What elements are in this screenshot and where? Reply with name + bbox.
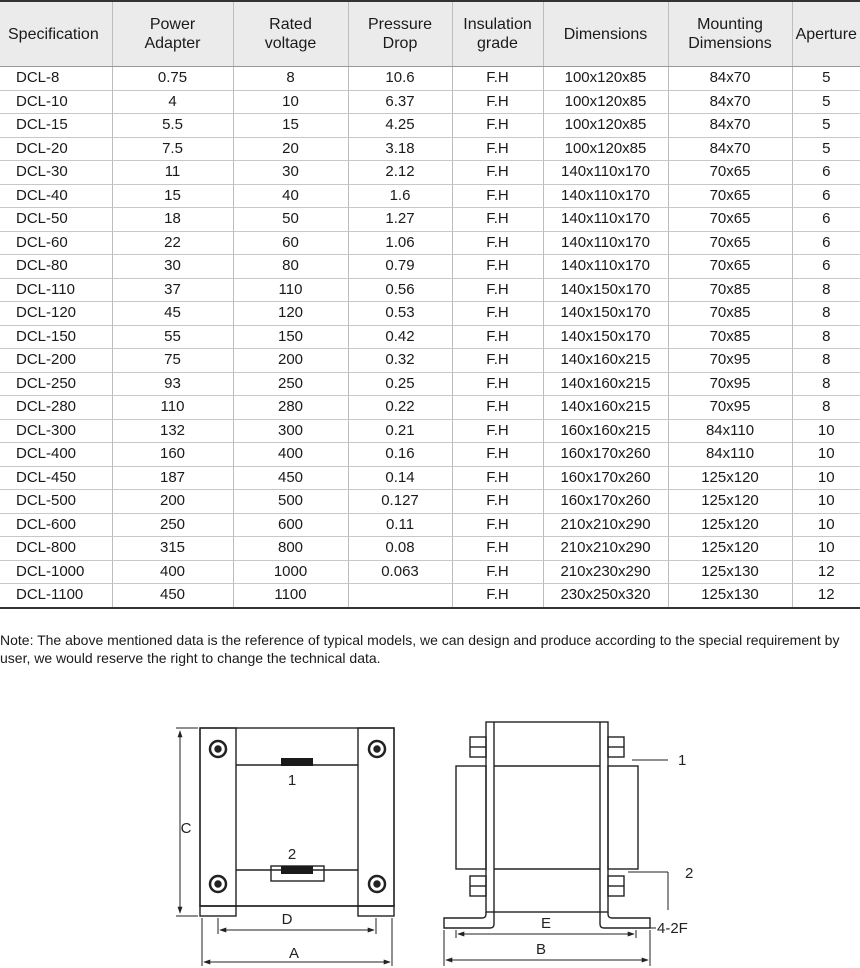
table-cell: 6: [792, 161, 860, 185]
table-cell: 10: [792, 490, 860, 514]
table-cell: 280: [233, 396, 348, 420]
table-cell: 10.6: [348, 67, 452, 91]
table-cell: 210x210x290: [543, 513, 668, 537]
terminal-2-mark: [281, 866, 313, 874]
table-cell: 70x95: [668, 372, 792, 396]
front-label-2: 2: [287, 846, 297, 863]
column-header: [792, 1, 860, 67]
table-cell: 37: [112, 278, 233, 302]
table-cell: 140x150x170: [543, 325, 668, 349]
table-cell: 70x65: [668, 208, 792, 232]
table-row: [0, 349, 860, 373]
table-cell: 6: [792, 231, 860, 255]
table-cell: 0.21: [348, 419, 452, 443]
table-row: [0, 278, 860, 302]
table-cell: 30: [233, 161, 348, 185]
table-cell: F.H: [452, 278, 543, 302]
table-cell: 3.18: [348, 137, 452, 161]
table-row: [0, 560, 860, 584]
table-cell: 6.37: [348, 90, 452, 114]
table-cell: 0.14: [348, 466, 452, 490]
column-header-text: Power: [149, 16, 196, 33]
table-cell: 11: [112, 161, 233, 185]
table-cell: 140x110x170: [543, 231, 668, 255]
table-cell: 0.22: [348, 396, 452, 420]
column-header-text: Pressure: [367, 16, 433, 33]
table-row: [0, 208, 860, 232]
table-row: [0, 396, 860, 420]
table-cell: 10: [792, 419, 860, 443]
table-body: [0, 67, 860, 608]
table-cell: F.H: [452, 513, 543, 537]
table-cell: 140x160x215: [543, 396, 668, 420]
table-cell: 55: [112, 325, 233, 349]
table-cell: 160x170x260: [543, 443, 668, 467]
table-cell: DCL-20: [0, 137, 112, 161]
table-cell: DCL-10: [0, 90, 112, 114]
table-cell: 70x95: [668, 349, 792, 373]
table-cell: 84x70: [668, 90, 792, 114]
column-header-text: Dimensions: [563, 25, 648, 43]
table-cell: 125x130: [668, 584, 792, 608]
table-cell: 0.11: [348, 513, 452, 537]
table-cell: 800: [233, 537, 348, 561]
table-cell: 0.063: [348, 560, 452, 584]
table-row: [0, 255, 860, 279]
table-cell: 140x110x170: [543, 184, 668, 208]
table-cell: 8: [792, 325, 860, 349]
table-cell: 8: [792, 302, 860, 326]
column-header-text: grade: [477, 35, 518, 52]
table-cell: 160: [112, 443, 233, 467]
table-cell: 6: [792, 208, 860, 232]
table-cell: 210x230x290: [543, 560, 668, 584]
table-cell: 50: [233, 208, 348, 232]
table-cell: 70x85: [668, 302, 792, 326]
table-cell: 8: [792, 372, 860, 396]
column-header: [348, 1, 452, 67]
dim-label-b: B: [535, 941, 547, 958]
column-header-text: Insulation: [463, 16, 532, 33]
column-header: [452, 1, 543, 67]
table-cell: 1.27: [348, 208, 452, 232]
table-cell: 140x160x215: [543, 372, 668, 396]
table-cell: 70x65: [668, 231, 792, 255]
table-cell: 1000: [233, 560, 348, 584]
table-row: [0, 537, 860, 561]
table-row: [0, 67, 860, 91]
table-cell: F.H: [452, 419, 543, 443]
table-cell: 8: [233, 67, 348, 91]
table-cell: 1.06: [348, 231, 452, 255]
table-cell: 10: [792, 466, 860, 490]
table-row: [0, 443, 860, 467]
table-cell: 8: [792, 396, 860, 420]
table-cell: 200: [233, 349, 348, 373]
table-cell: DCL-500: [0, 490, 112, 514]
table-cell: 250: [112, 513, 233, 537]
table-cell: 160x170x260: [543, 466, 668, 490]
table-cell: 0.25: [348, 372, 452, 396]
table-cell: DCL-300: [0, 419, 112, 443]
table-cell: 75: [112, 349, 233, 373]
table-cell: 125x120: [668, 537, 792, 561]
dim-label-d: D: [281, 911, 293, 928]
column-header: [233, 1, 348, 67]
table-row: [0, 490, 860, 514]
table-cell: 7.5: [112, 137, 233, 161]
side-view: [444, 722, 668, 966]
table-cell: F.H: [452, 396, 543, 420]
table-cell: 140x110x170: [543, 208, 668, 232]
table-cell: F.H: [452, 537, 543, 561]
table-cell: DCL-110: [0, 278, 112, 302]
dim-label-a: A: [288, 945, 300, 962]
table-cell: 10: [792, 513, 860, 537]
table-row: [0, 325, 860, 349]
table-cell: 10: [792, 537, 860, 561]
table-cell: 200: [112, 490, 233, 514]
table-row: [0, 137, 860, 161]
table-cell: 125x120: [668, 490, 792, 514]
table-cell: DCL-200: [0, 349, 112, 373]
table-cell: 150: [233, 325, 348, 349]
table-cell: 100x120x85: [543, 67, 668, 91]
table-cell: 45: [112, 302, 233, 326]
table-row: [0, 419, 860, 443]
table-cell: 84x110: [668, 419, 792, 443]
table-cell: F.H: [452, 466, 543, 490]
table-cell: 5: [792, 67, 860, 91]
table-cell: 0.08: [348, 537, 452, 561]
column-header-text: Specification: [8, 25, 99, 43]
table-cell: DCL-250: [0, 372, 112, 396]
table-cell: 100x120x85: [543, 114, 668, 138]
table-cell: 0.56: [348, 278, 452, 302]
dim-label-c: C: [180, 820, 192, 837]
table-cell: 140x150x170: [543, 302, 668, 326]
table-cell: 4.25: [348, 114, 452, 138]
table-cell: 0.16: [348, 443, 452, 467]
table-cell: F.H: [452, 137, 543, 161]
table-cell: 230x250x320: [543, 584, 668, 608]
table-cell: DCL-80: [0, 255, 112, 279]
table-cell: 210x210x290: [543, 537, 668, 561]
table-cell: 160x170x260: [543, 490, 668, 514]
table-cell: 5.5: [112, 114, 233, 138]
table-row: [0, 372, 860, 396]
table-cell: DCL-600: [0, 513, 112, 537]
table-cell: 400: [112, 560, 233, 584]
table-row: [0, 184, 860, 208]
table-cell: 84x70: [668, 114, 792, 138]
table-cell: DCL-50: [0, 208, 112, 232]
table-cell: 20: [233, 137, 348, 161]
table-cell: F.H: [452, 325, 543, 349]
table-cell: DCL-40: [0, 184, 112, 208]
table-cell: DCL-8: [16, 69, 60, 87]
table-cell: F.H: [452, 114, 543, 138]
table-cell: F.H: [452, 67, 543, 91]
side-label-2: 2: [685, 865, 694, 882]
table-cell: 5: [792, 90, 860, 114]
table-cell: 84x70: [668, 137, 792, 161]
column-header: [112, 1, 233, 67]
column-header: [0, 1, 112, 67]
table-cell: 93: [112, 372, 233, 396]
table-cell: 70x65: [668, 184, 792, 208]
table-cell: 0.75: [112, 67, 233, 91]
table-cell: 500: [233, 490, 348, 514]
table-row: [0, 161, 860, 185]
table-cell: 140x150x170: [543, 278, 668, 302]
table-cell: 250: [233, 372, 348, 396]
table-cell: 0.127: [348, 490, 452, 514]
column-header-text: Dimensions: [688, 35, 772, 52]
table-cell: 0.42: [348, 325, 452, 349]
table-cell: DCL-400: [0, 443, 112, 467]
table-row: [0, 513, 860, 537]
table-cell: 0.79: [348, 255, 452, 279]
table-row: [0, 302, 860, 326]
side-label-1: 1: [678, 752, 687, 769]
table-cell: F.H: [452, 584, 543, 608]
table-cell: 110: [112, 396, 233, 420]
table-cell: 100x120x85: [543, 90, 668, 114]
table-cell: 450: [112, 584, 233, 608]
table-cell: F.H: [452, 302, 543, 326]
table-cell: 0.53: [348, 302, 452, 326]
table-cell: 1.6: [348, 184, 452, 208]
table-cell: 84x110: [668, 443, 792, 467]
table-cell: 400: [233, 443, 348, 467]
column-header-text: Rated: [269, 16, 312, 33]
table-cell: 160x160x215: [543, 419, 668, 443]
table-cell: F.H: [452, 90, 543, 114]
table-cell: 5: [792, 114, 860, 138]
table-cell: DCL-120: [0, 302, 112, 326]
table-cell: DCL-800: [0, 537, 112, 561]
terminal-1-mark: [281, 758, 313, 766]
table-cell: 12: [792, 584, 860, 608]
table-cell: 0.32: [348, 349, 452, 373]
column-header-text: Adapter: [144, 35, 201, 52]
table-cell: 70x85: [668, 325, 792, 349]
table-cell: 4: [112, 90, 233, 114]
hole-label: 4-2F: [657, 920, 688, 937]
table-row: [0, 90, 860, 114]
table-cell: 10: [233, 90, 348, 114]
table-cell: 125x120: [668, 466, 792, 490]
column-header-text: Drop: [382, 35, 418, 52]
table-cell: 84x70: [668, 67, 792, 91]
table-cell: 6: [792, 184, 860, 208]
table-cell: 80: [233, 255, 348, 279]
table-cell: F.H: [452, 161, 543, 185]
table-cell: F.H: [452, 208, 543, 232]
table-cell: 315: [112, 537, 233, 561]
table-cell: [348, 584, 452, 608]
table-header-row: [0, 1, 860, 67]
table-cell: 120: [233, 302, 348, 326]
table-cell: F.H: [452, 372, 543, 396]
table-cell: 300: [233, 419, 348, 443]
column-header-text: Aperture: [795, 25, 857, 43]
table-cell: 12: [792, 560, 860, 584]
table-cell: 8: [792, 349, 860, 373]
table-cell: 125x130: [668, 560, 792, 584]
table-cell: 70x65: [668, 255, 792, 279]
front-label-1: 1: [287, 772, 297, 789]
table-row: [0, 231, 860, 255]
table-cell: 100x120x85: [543, 137, 668, 161]
table-row: [0, 114, 860, 138]
table-cell: 70x95: [668, 396, 792, 420]
table-cell: 15: [233, 114, 348, 138]
table-cell: 450: [233, 466, 348, 490]
reactor-drawing: [0, 700, 860, 968]
table-cell: 30: [112, 255, 233, 279]
table-cell: 6: [792, 255, 860, 279]
table-cell: 2.12: [348, 161, 452, 185]
table-cell: F.H: [452, 231, 543, 255]
dim-label-e: E: [540, 915, 552, 932]
table-cell: 8: [792, 278, 860, 302]
table-cell: DCL-450: [0, 466, 112, 490]
column-header-text: Mounting: [697, 16, 763, 33]
table-cell: 70x65: [668, 161, 792, 185]
note-text: Note: The above mentioned data is the reference of typical models, we can design and produce according to the special requirement by user, we would reserve the right to change the technical data.: [0, 632, 840, 666]
table-cell: 70x85: [668, 278, 792, 302]
table-cell: DCL-1000: [0, 560, 112, 584]
table-cell: F.H: [452, 443, 543, 467]
table-cell: 110: [233, 278, 348, 302]
table-cell: 140x160x215: [543, 349, 668, 373]
column-header-text: voltage: [264, 35, 317, 52]
column-header: [543, 1, 668, 67]
table-cell: DCL-280: [0, 396, 112, 420]
table-cell: DCL-1100: [0, 584, 112, 608]
table-cell: F.H: [452, 255, 543, 279]
table-cell: 18: [112, 208, 233, 232]
table-cell: 10: [792, 443, 860, 467]
table-cell: DCL-60: [0, 231, 112, 255]
table-cell: 15: [112, 184, 233, 208]
column-header: [668, 1, 792, 67]
table-cell: 600: [233, 513, 348, 537]
table-row: [0, 584, 860, 608]
table-cell: DCL-30: [0, 161, 112, 185]
table-row: [0, 466, 860, 490]
table-cell: 1100: [233, 584, 348, 608]
table-cell: 140x110x170: [543, 255, 668, 279]
table-cell: F.H: [452, 560, 543, 584]
table-cell: F.H: [452, 184, 543, 208]
table-cell: 5: [792, 137, 860, 161]
table-cell: 60: [233, 231, 348, 255]
table-cell: F.H: [452, 490, 543, 514]
table-cell: 40: [233, 184, 348, 208]
table-cell: DCL-150: [0, 325, 112, 349]
table-cell: 187: [112, 466, 233, 490]
table-cell: F.H: [452, 349, 543, 373]
table-cell: 22: [112, 231, 233, 255]
table-cell: 132: [112, 419, 233, 443]
table-cell: 125x120: [668, 513, 792, 537]
table-cell: 140x110x170: [543, 161, 668, 185]
table-cell: DCL-15: [0, 114, 112, 138]
